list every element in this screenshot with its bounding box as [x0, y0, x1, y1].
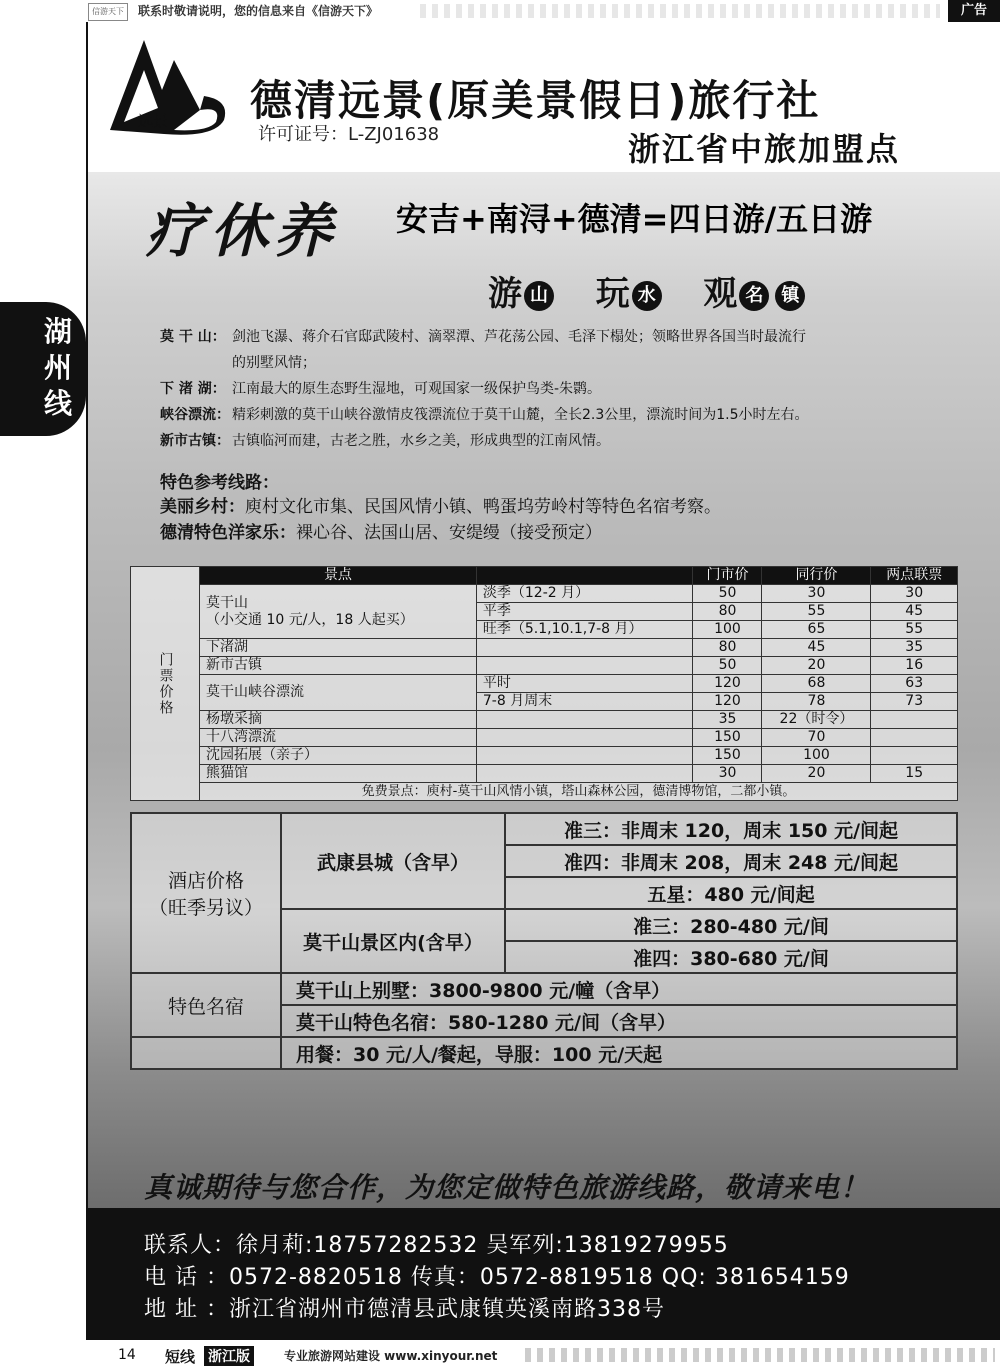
combo-price: 35 [871, 639, 958, 657]
attraction-moganshan-cont: 的别墅风情； [232, 355, 316, 371]
hotel-area-wukang: 武康县城（含早） [281, 813, 505, 909]
combo-price: 63 [871, 675, 958, 693]
logo-text: 远景 [138, 112, 169, 130]
option-cell [476, 639, 693, 657]
trade-price: 20 [762, 657, 871, 675]
hotel-price: 准四：非周末 208，周末 248 元/间起 [505, 845, 957, 877]
spot-name: 下渚湖 [200, 639, 477, 657]
slogan-badge: 水 [632, 281, 662, 311]
page-number: 14 [118, 1347, 136, 1363]
spot-name: 新市古镇 [200, 657, 477, 675]
minsu-price: 莫干山上别墅：3800-9800 元/幢（含早） [281, 973, 957, 1005]
table-header-row [131, 567, 958, 585]
decorative-pattern [525, 1348, 995, 1362]
table-row [131, 585, 958, 603]
attraction-rafting: 峡谷漂流： 精彩刺激的莫干山峡谷激情皮筏漂流位于莫干山麓，全长2.3公里，漂流时间为1.5小时左右。 [160, 407, 809, 423]
trade-price: 30 [762, 585, 871, 603]
slogan-word: 玩 [595, 274, 630, 314]
footer-section: 短线 [165, 1348, 196, 1366]
contact-persons: 联系人：徐月莉:18757282532 吴军列:13819279955 [144, 1233, 729, 1258]
trade-price: 100 [762, 747, 871, 765]
header-option [476, 567, 693, 585]
spot-name: 杨墩采摘 [200, 711, 477, 729]
decorative-pattern [420, 4, 940, 18]
meal-guide-price: 用餐：30 元/人/餐起，导服：100 元/天起 [281, 1037, 957, 1069]
contact-panel [88, 1208, 1000, 1340]
hotel-price: 五星：480 元/间起 [505, 877, 957, 909]
combo-price: 16 [871, 657, 958, 675]
trade-price: 55 [762, 603, 871, 621]
route-title: 安吉+南浔+德清=四日游/五日游 [396, 200, 873, 238]
attraction-moganshan: 莫 干 山： 剑池飞瀑、蒋介石官邸武陵村、滴翠潭、芦花荡公园、毛泽下榻处；领略世界各国当时最流行 [160, 329, 806, 345]
retail-price: 30 [693, 765, 762, 783]
option-cell [476, 711, 693, 729]
option-cell [476, 729, 693, 747]
hotel-area-moganshan: 莫干山景区内(含早） [281, 909, 505, 973]
retail-price: 120 [693, 693, 762, 711]
slogan-word: 游 [488, 274, 522, 314]
spot-name: 沈园拓展（亲子） [200, 747, 477, 765]
table-row [131, 783, 958, 801]
region-side-tab [0, 302, 86, 436]
retail-price: 80 [693, 639, 762, 657]
ad-page [86, 22, 1000, 1340]
contact-address: 地 址 ：浙江省湖州市德清县武康镇英溪南路338号 [144, 1297, 665, 1322]
combo-price [871, 711, 958, 729]
season: 旺季（5.1,10.1,7-8 月） [476, 621, 693, 639]
table-row [131, 639, 958, 657]
combo-price [871, 729, 958, 747]
trade-price: 20 [762, 765, 871, 783]
closing-slogan: 真诚期待与您合作，为您定做特色旅游线路，敬请来电！ [144, 1171, 870, 1204]
slogan-badge: 名 [739, 281, 769, 311]
table-row [131, 765, 958, 783]
footer-site: 专业旅游网站建设 www.xinyour.net [284, 1349, 498, 1363]
trade-price: 65 [762, 621, 871, 639]
table-row [131, 657, 958, 675]
ticket-price-table [130, 566, 958, 801]
mountain-logo-icon [104, 30, 234, 140]
table-row [131, 747, 958, 765]
option-cell [476, 657, 693, 675]
combo-price: 73 [871, 693, 958, 711]
minsu-label: 特色名宿 [131, 973, 281, 1037]
period: 平时 [476, 675, 693, 693]
table-row [131, 729, 958, 747]
slogan-badge: 镇 [775, 281, 805, 311]
empty-cell [131, 1037, 281, 1069]
spot-name: 熊猫馆 [200, 765, 477, 783]
brand-title: 疗休养 [146, 197, 339, 265]
trade-price: 45 [762, 639, 871, 657]
retail-price: 80 [693, 603, 762, 621]
slogan-badge: 山 [524, 281, 554, 311]
top-brand-logo: 信游天下 [88, 3, 128, 21]
retail-price: 150 [693, 747, 762, 765]
features-title: 特色参考线路： [160, 473, 279, 493]
contact-note: 联系时敬请说明，您的信息来自《信游天下》 [138, 4, 379, 18]
header-combo: 两点联票 [871, 567, 958, 585]
free-attractions: 免费景点：庾村-莫干山风情小镇，塔山森林公园，德清博物馆，二都小镇。 [200, 783, 958, 801]
spot-name: 十八湾漂流 [200, 729, 477, 747]
alliance-note: 浙江省中旅加盟点 [628, 130, 901, 168]
trade-price: 68 [762, 675, 871, 693]
minsu-price: 莫干山特色名宿：580-1280 元/间（含早） [281, 1005, 957, 1037]
company-name: 德清远景(原美景假日)旅行社 [250, 76, 821, 125]
feature-resort: 德清特色洋家乐：裸心谷、法国山居、安缇缦（接受预定） [160, 523, 602, 543]
hotel-price: 准三：非周末 120，周末 150 元/间起 [505, 813, 957, 845]
ad-label: 广告 [948, 0, 1000, 22]
table-row [131, 711, 958, 729]
retail-price: 150 [693, 729, 762, 747]
trade-price: 22（时令） [762, 711, 871, 729]
option-cell [476, 747, 693, 765]
combo-price: 15 [871, 765, 958, 783]
combo-price [871, 747, 958, 765]
region-side-tab-label: 湖州线 [44, 315, 73, 420]
spot-name: 莫干山峡谷漂流 [200, 675, 477, 711]
header-trade: 同行价 [762, 567, 871, 585]
season: 淡季（12-2 月） [476, 585, 693, 603]
retail-price: 35 [693, 711, 762, 729]
spot-moganshan: 莫干山 （小交通 10 元/人，18 人起买） [200, 585, 477, 639]
ticket-side-label: 门票价格 [131, 567, 200, 801]
trade-price: 78 [762, 693, 871, 711]
hotel-price: 准四：380-680 元/间 [505, 941, 957, 973]
hotel-label: 酒店价格 （旺季另议） [131, 813, 281, 973]
period: 7-8 月周末 [476, 693, 693, 711]
table-row [131, 675, 958, 693]
hotel-price: 准三：280-480 元/间 [505, 909, 957, 941]
footer-region: 浙江版 [204, 1346, 254, 1366]
trade-price: 70 [762, 729, 871, 747]
top-bar [0, 0, 1000, 22]
combo-price: 30 [871, 585, 958, 603]
retail-price: 50 [693, 657, 762, 675]
header-spot: 景点 [200, 567, 477, 585]
contact-phone: 电 话 ：0572-8820518 传真：0572-8819518 QQ: 381654159 [144, 1265, 850, 1290]
retail-price: 100 [693, 621, 762, 639]
hotel-price-table [130, 812, 958, 1070]
license-number: 许可证号：L-ZJ01638 [258, 124, 440, 145]
slogan-word: 观 [703, 274, 738, 314]
header-retail: 门市价 [693, 567, 762, 585]
retail-price: 50 [693, 585, 762, 603]
option-cell [476, 765, 693, 783]
attraction-xiazhuhu: 下 渚 湖： 江南最大的原生态野生湿地，可观国家一级保护鸟类-朱鹮。 [160, 381, 602, 397]
combo-price: 45 [871, 603, 958, 621]
season: 平季 [476, 603, 693, 621]
combo-price: 55 [871, 621, 958, 639]
retail-price: 120 [693, 675, 762, 693]
attraction-xinshi: 新市古镇： 古镇临河而建，古老之胜，水乡之美，形成典型的江南风情。 [160, 433, 610, 449]
slogan [488, 266, 809, 315]
feature-village: 美丽乡村：庾村文化市集、民国风情小镇、鸭蛋坞劳岭村等特色名宿考察。 [160, 497, 721, 517]
